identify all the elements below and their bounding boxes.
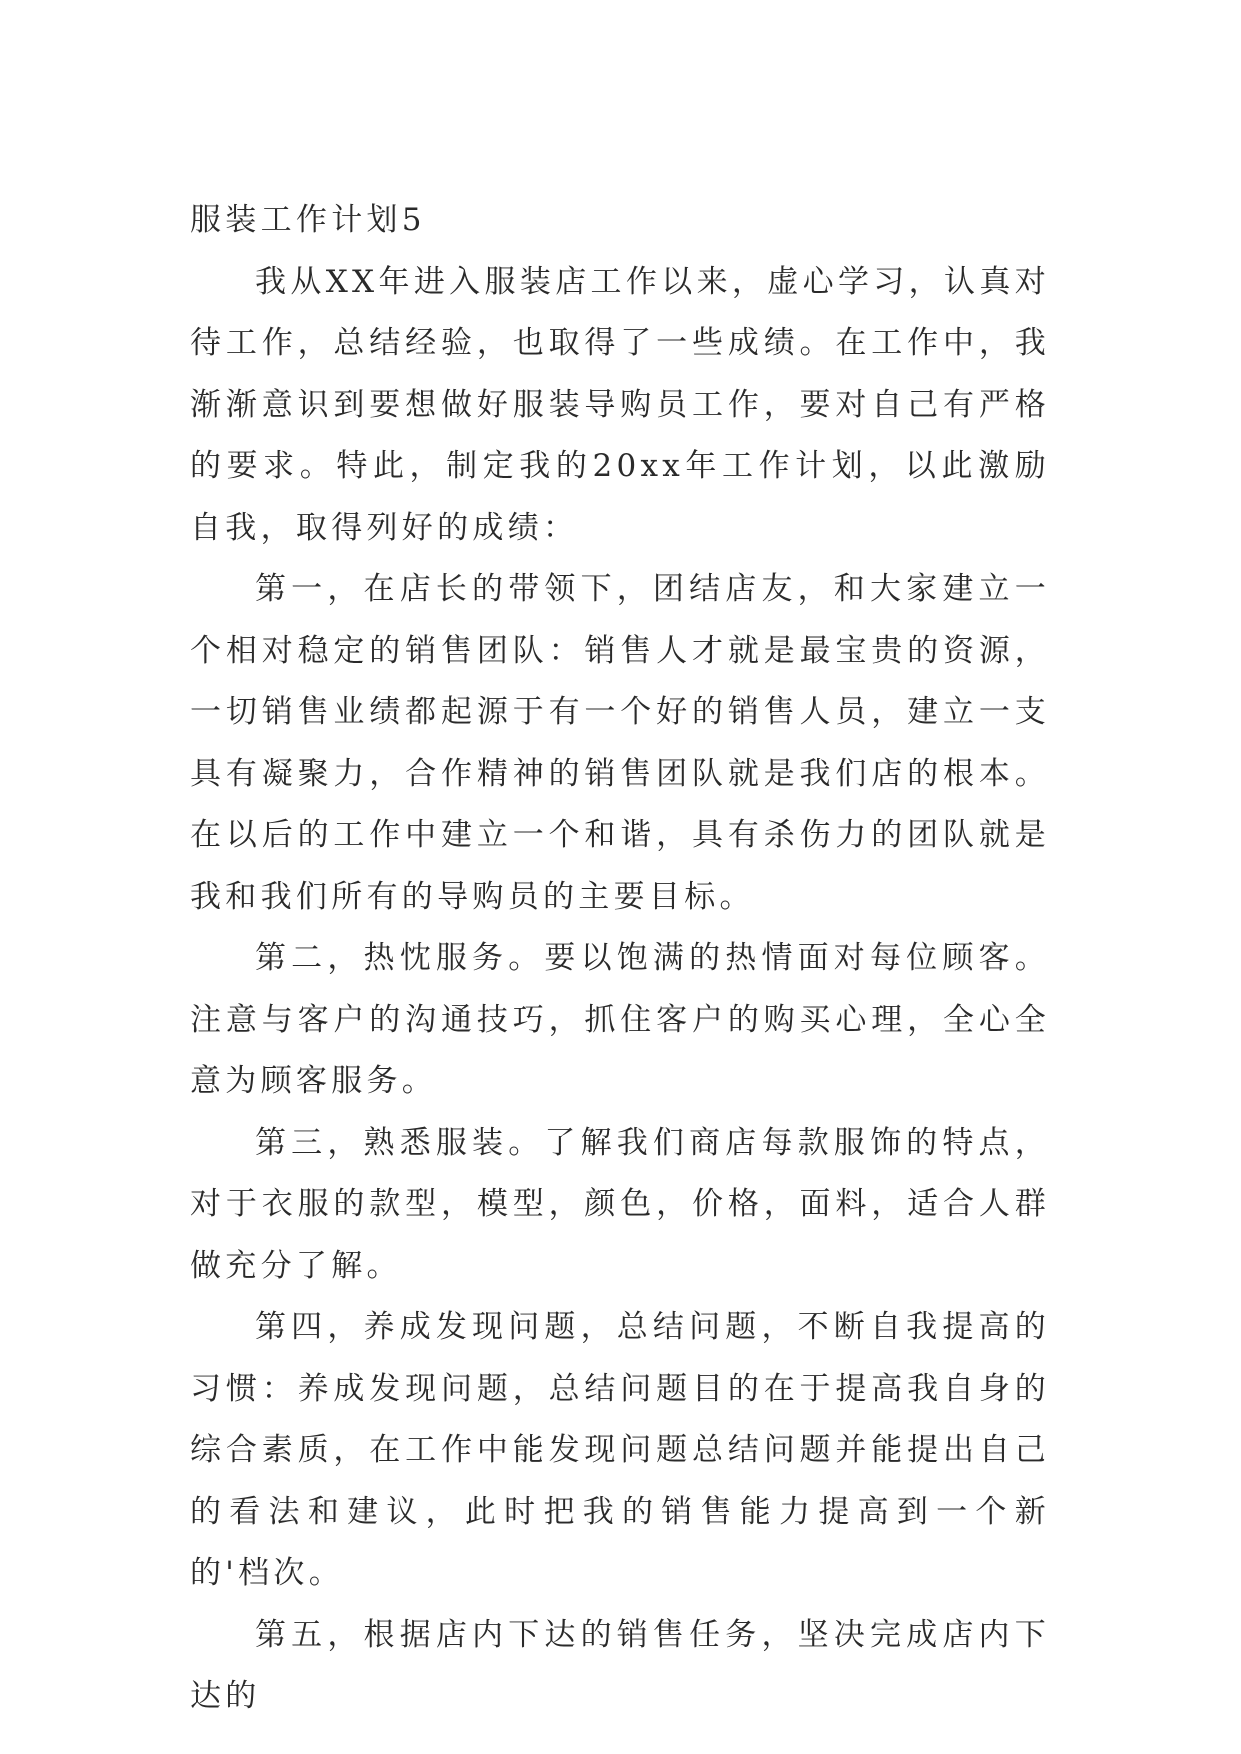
paragraph-intro: 我从XX年进入服装店工作以来，虚心学习，认真对待工作，总结经验，也取得了一些成绩。在工作中，我渐渐意识到要想做好服装导购员工作，要对自己有严格的要求。特此，制定我的20xx年工作计划，以此激励自我，取得列好的成绩：: [190, 263, 1050, 546]
paragraph-second: 第二，热忱服务。要以饱满的热情面对每位顾客。注意与客户的沟通技巧，抓住客户的购买心理，全心全意为顾客服务。: [190, 940, 1050, 1099]
document-body: [190, 190, 1050, 1728]
paragraph-third: 第三，熟悉服装。了解我们商店每款服饰的特点，对于衣服的款型，模型，颜色，价格，面料，适合人群做充分了解。: [190, 1124, 1050, 1284]
paragraph-fourth: 第四，养成发现问题，总结问题，不断自我提高的习惯：养成发现问题，总结问题目的在于提高我自身的综合素质，在工作中能发现问题总结问题并能提出自己的看法和建议，此时把我的销售能力提高到一个新的'档次。: [190, 1309, 1050, 1591]
paragraph-first: 第一，在店长的带领下，团结店友，和大家建立一个相对稳定的销售团队：销售人才就是最宝贵的资源，一切销售业绩都起源于有一个好的销售人员，建立一支具有凝聚力，合作精神的销售团队就是我们店的根本。在以后的工作中建立一个和谐，具有杀伤力的团队就是我和我们所有的导购员的主要目标。: [190, 571, 1050, 915]
paragraph-fifth: 第五，根据店内下达的销售任务，坚决完成店内下达的: [190, 1616, 1050, 1714]
document-title: 服装工作计划5: [190, 202, 426, 238]
